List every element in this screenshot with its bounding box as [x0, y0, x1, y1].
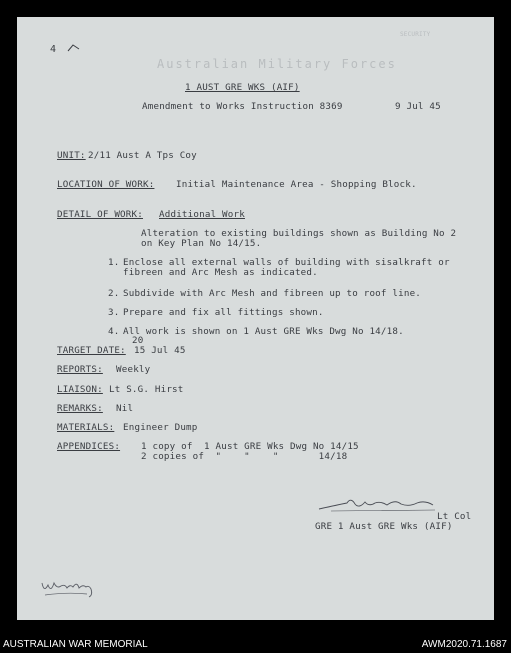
materials-label: MATERIALS: — [57, 422, 115, 433]
footer-archive-name: AUSTRALIAN WAR MEMORIAL — [3, 639, 148, 650]
location-label: LOCATION OF WORK: — [57, 179, 155, 190]
location-value: Initial Maintenance Area - Shopping Block. — [176, 179, 417, 190]
target-date-correction: 20 — [132, 335, 144, 346]
corner-mark: 4 — [50, 44, 57, 55]
signature-rank: Lt Col — [437, 511, 472, 522]
detail-label: DETAIL OF WORK: — [57, 209, 143, 220]
corner-reference: SECURITY — [400, 31, 431, 38]
remarks-label: REMARKS: — [57, 403, 103, 414]
signature-office: GRE 1 Aust GRE Wks (AIF) — [315, 521, 453, 532]
handwritten-note-image — [39, 575, 99, 599]
detail-item-number: 3. — [108, 307, 120, 318]
target-date-label: TARGET DATE: — [57, 345, 126, 356]
appendices-label: APPENDICES: — [57, 441, 121, 452]
detail-item-number: 1. — [108, 257, 120, 268]
remarks-value: Nil — [116, 403, 134, 414]
unit-value: 2/11 Aust A Tps Coy — [88, 150, 197, 161]
materials-value: Engineer Dump — [123, 422, 198, 433]
detail-intro-line2: on Key Plan No 14/15. — [141, 238, 262, 249]
footer-reference: AWM2020.71.1687 — [421, 639, 507, 650]
document-page — [17, 17, 494, 620]
detail-item-number: 2. — [108, 288, 120, 299]
liaison-label: LIAISON: — [57, 384, 103, 395]
detail-value: Additional Work — [159, 209, 245, 220]
reports-label: REPORTS: — [57, 364, 103, 375]
appendices-line1: 1 copy of 1 Aust GRE Wks Dwg No 14/15 — [141, 441, 359, 452]
detail-item-number: 4. — [108, 326, 120, 337]
detail-item-text: Subdivide with Arc Mesh and fibreen up to roof line. — [123, 288, 422, 299]
reports-value: Weekly — [116, 364, 151, 375]
unit-label: UNIT: — [57, 150, 86, 161]
document-title: 1 AUST GRE WKS (AIF) — [185, 82, 300, 93]
target-date-value: 15 Jul 45 — [134, 345, 186, 356]
detail-item-text: fibreen and Arc Mesh as indicated. — [123, 267, 318, 278]
liaison-value: Lt S.G. Hirst — [109, 384, 184, 395]
detail-intro-line1: Alteration to existing buildings shown as Building No 2 — [141, 228, 457, 239]
signature-image — [317, 495, 442, 515]
document-subtitle: Amendment to Works Instruction 8369 — [142, 101, 343, 112]
detail-item-text: Enclose all external walls of building with sisalkraft or — [123, 257, 450, 268]
detail-item-text: All work is shown on 1 Aust GRE Wks Dwg No 14/18. — [123, 326, 404, 337]
appendices-line2: 2 copies of " " " 14/18 — [141, 451, 348, 462]
corner-tick-icon — [67, 43, 81, 53]
letterhead: Australian Military Forces — [157, 57, 397, 71]
document-date: 9 Jul 45 — [395, 101, 441, 112]
detail-item-text: Prepare and fix all fittings shown. — [123, 307, 324, 318]
